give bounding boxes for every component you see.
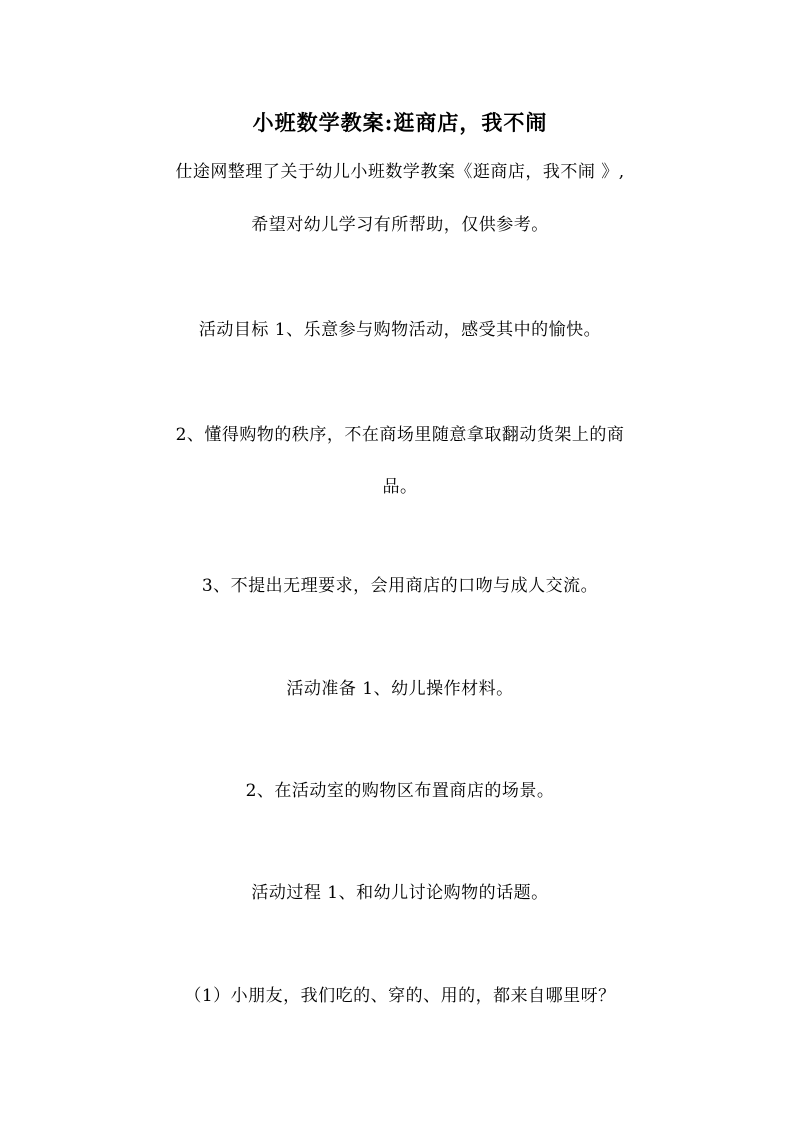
page-title: 小班数学教案:逛商店，我不闹: [252, 110, 548, 135]
paragraph-activity-goal-2: 2、懂得购物的秩序，不在商场里随意拿取翻动货架上的商: [175, 425, 625, 445]
paragraph-activity-goal-2-cont: 品。: [382, 477, 418, 497]
paragraph-preparation-2: 2、在活动室的购物区布置商店的场景。: [245, 781, 555, 801]
paragraph-process-1: 活动过程 1、和幼儿讨论购物的话题。: [251, 883, 549, 903]
paragraph-activity-goal-1: 活动目标 1、乐意参与购物活动，感受其中的愉快。: [198, 320, 602, 340]
paragraph-activity-goal-3: 3、不提出无理要求，会用商店的口吻与成人交流。: [201, 576, 599, 596]
paragraph-process-question: （1）小朋友，我们吃的、穿的、用的，都来自哪里呀？: [184, 986, 616, 1006]
intro-line-2: 希望对幼儿学习有所帮助，仅供参考。: [251, 215, 549, 235]
intro-line-1: 仕途网整理了关于幼儿小班数学教案《逛商店，我不闹 》,: [175, 162, 625, 182]
paragraph-preparation-1: 活动准备 1、幼儿操作材料。: [286, 679, 514, 699]
